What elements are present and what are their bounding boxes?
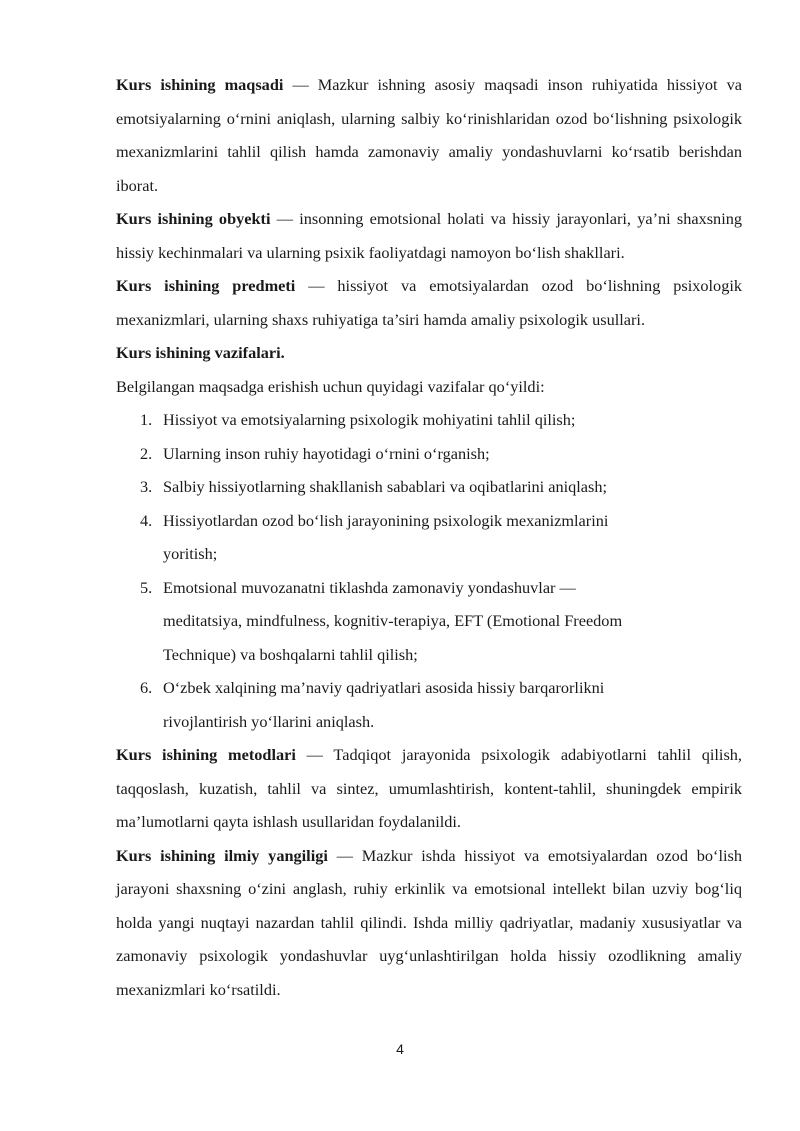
metodlar-text: — Tadqiqot jarayonida psixologik adabiyotlarni tahlil qilish, taqqoslash, kuzatish, tahlil va sintez, umumlashtirish, kontent-tahlil, shuningdek empirik ma’lumotlarni qayta ishlash usullaridan foydalanildi. [116, 745, 742, 831]
maqsad-label: Kurs ishining maqsadi [116, 75, 284, 94]
list-item-number: 5. [140, 577, 153, 597]
page-number: 4 [396, 1041, 404, 1057]
yangilik-text: — Mazkur ishda hissiyot va emotsiyalardan ozod bo‘lish jarayoni shaxsning o‘zini anglash, ruhiy erkinlik va emotsional intellekt bilan uzviy bog‘liq holda yangi nuqtayi nazardan tahlil qilindi. Ishda milliy qadriyatlar, madaniy xususiyatlar va zamonaviy psixologik yondashuvlar uyg‘unlashtirilgan holda hissiy ozodlikning amaliy mexanizmlari ko‘rsatildi. [116, 845, 742, 999]
list-item [116, 504, 742, 571]
list-item-number: 6. [140, 678, 153, 697]
list-item-text: Salbiy hissiyotlarning shakllanish sabablari va oqibatlarini aniqlash; [163, 477, 608, 496]
vazifalar-heading: Kurs ishining vazifalari. [116, 343, 285, 362]
vazifalar-intro: Belgilangan maqsadga erishish uchun quyidagi vazifalar qo‘yildi: [116, 376, 545, 396]
list-item-number: 3. [140, 477, 153, 496]
list-item-number: 4. [140, 510, 153, 530]
list-item-text: Hissiyot va emotsiyalarning psixologik mohiyatini tahlil qilish; [163, 410, 576, 429]
obyekt-text: — insonning emotsional holati va hissiy jarayonlari, ya’ni shaxsning hissiy kechinmalari va ularning psixik faoliyatdagi namoyon bo‘lish shakllari. [116, 209, 742, 262]
list-item [116, 571, 742, 672]
metodlar-label: Kurs ishining metodlari [116, 745, 296, 764]
yangilik-label: Kurs ishining ilmiy yangiligi [116, 845, 328, 865]
predmet-label: Kurs ishining predmeti [116, 276, 296, 295]
metodlar-paragraph [116, 738, 742, 839]
obyekt-paragraph [116, 202, 742, 269]
tasks-list [116, 403, 742, 738]
maqsad-text: — Mazkur ishning asosiy maqsadi inson ruhiyatida hissiyot va emotsiyalarning o‘rnini aniqlash, ularning salbiy ko‘rinishlaridan ozod bo‘lishning psixologik mexanizmlarini tahlil qilish hamda zamonaviy amaliy yondashuvlarni ko‘rsatib berishdan iborat. [116, 75, 742, 195]
list-item [116, 437, 742, 471]
list-item-number: 1. [140, 410, 153, 429]
list-item-number: 2. [140, 443, 153, 463]
list-item-text: Ularning inson ruhiy hayotidagi o‘rnini o‘rganish; [163, 443, 490, 463]
list-item-text: O‘zbek xalqining ma’naviy qadriyatlari asosida hissiy barqarorlikni rivojlantirish yo‘llarini aniqlash. [163, 678, 605, 731]
maqsad-paragraph [116, 68, 742, 202]
list-item [116, 671, 742, 738]
predmet-paragraph [116, 269, 742, 336]
predmet-text: — hissiyot va emotsiyalardan ozod bo‘lishning psixologik mexanizmlari, ularning shaxs ruhiyatiga ta’siri hamda amaliy psixologik usullari. [116, 276, 742, 329]
yangilik-paragraph [116, 839, 742, 1007]
list-item [116, 403, 742, 437]
list-item [116, 470, 742, 504]
list-item-text: Emotsional muvozanatni tiklashda zamonaviy yondashuvlar — meditatsiya, mindfulness, kognitiv-terapiya, EFT (Emotional Freedom Technique) va boshqalarni tahlil qilish; [163, 577, 623, 664]
obyekt-label: Kurs ishining obyekti [116, 209, 271, 228]
list-item-text: Hissiyotlardan ozod bo‘lish jarayonining psixologik mexanizmlarini yoritish; [163, 510, 609, 563]
